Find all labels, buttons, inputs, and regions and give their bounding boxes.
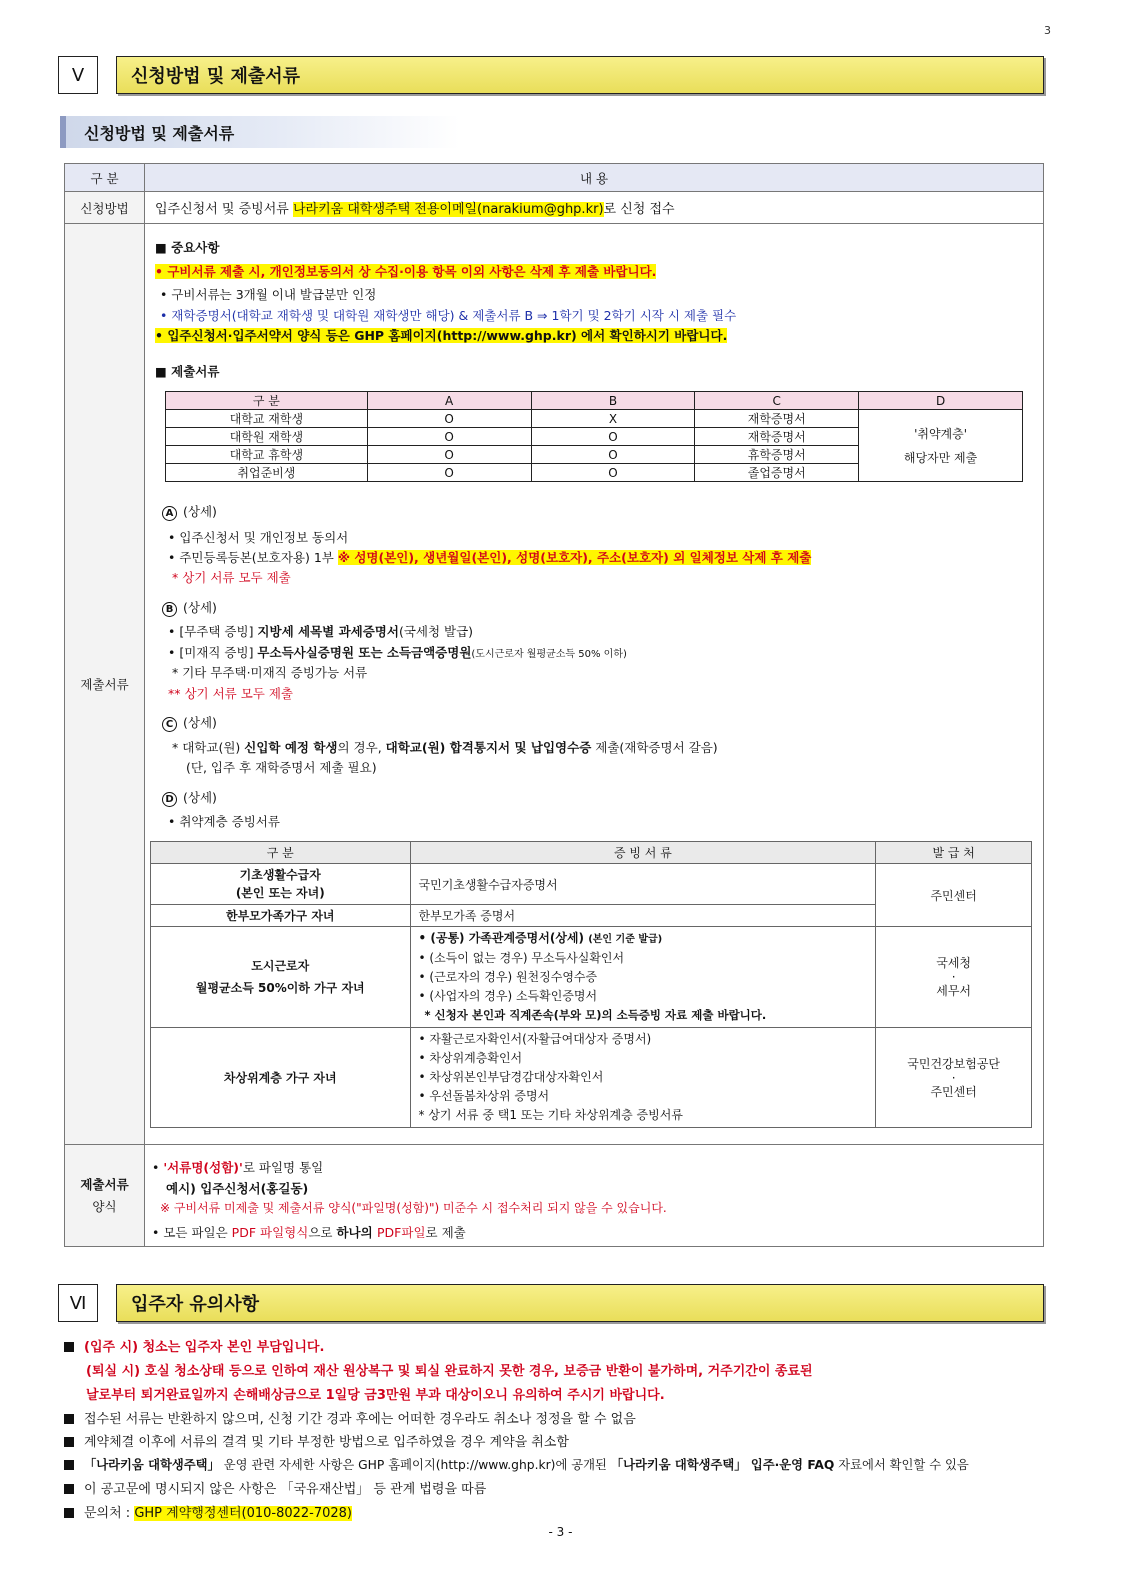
b-item-1-pre: • [무주택 증빙] [168,624,258,639]
doc-r1-category-1: 기초생활수급자 [239,868,321,882]
b-circle-icon: B [162,602,177,617]
doc-r12-issuer: 주민센터 [876,864,1032,927]
contact-highlight: GHP 계약행정센터(010-8022-7028) [134,1506,353,1521]
matrix-header: D [859,392,1023,410]
doc-r4-issuer-2: 주민센터 [930,1084,977,1099]
form-item-4-bold: 하나의 [336,1225,378,1240]
important-1 [155,262,656,280]
docs-title: ■ 제출서류 [155,364,220,379]
form-item-1 [152,1158,323,1176]
form-item-3: ※ 구비서류 미제출 및 제출서류 양식("파일명(성함)") 미준수 시 접수처리 되지 않을 수 있습니다. [160,1201,667,1215]
c-item-1-post: 제출(재학증명서 갈음) [591,740,718,755]
a-item-2-highlight: ※ 성명(본인), 생년월일(본인), 성명(보호자), 주소(보호자) 외 일체정보 삭제 후 제출 [337,550,812,565]
bullet-square-icon [64,1437,74,1447]
doc-r2-category: 한부모가족가구 자녀 [151,905,411,927]
doc-r3-category-2: 월평균소득 50%이하 가구 자녀 [195,981,365,995]
b-item-2 [168,643,627,661]
form-item-4-pre: • 모든 파일은 [152,1225,232,1240]
notice-6 [64,1502,352,1521]
doc-r3-doc-3: • (근로자의 경우) 원천징수영수증 [418,970,598,984]
a-detail-title [162,502,217,521]
doc-r3-category-1: 도시근로자 [251,959,310,973]
notice-6-pre: 문의처 : [84,1506,135,1521]
doc-r1-docs: 국민기초생활수급자증명서 [410,864,876,905]
notice-4 [64,1455,969,1473]
c-item-1-bold-1: 신입학 예정 학생 [244,740,338,755]
bullet-square-icon [64,1484,74,1494]
apply-text-pre: 입주신청서 및 증빙서류 [155,202,293,217]
form-item-2: 예시) 입주신청서(홍길동) [166,1181,309,1196]
c-title-text: (상세) [183,715,217,730]
form-item-4-post: 로 제출 [425,1225,466,1240]
matrix-header: A [367,392,531,410]
important-4 [155,326,727,344]
page-number-footer: - 3 - [548,1525,573,1539]
c-item-1-mid: 의 경우, [337,740,386,755]
docs-label: 제출서류 [65,224,145,1145]
d-item-1: • 취약계층 증빙서류 [168,814,280,829]
doc-r4-issuer [876,1028,1032,1128]
doc-r4-doc-3: • 차상위본인부담경감대상자확인서 [418,1070,604,1084]
b-item-2-bold: 무소득사실증명원 또는 소득금액증명원 [257,645,472,660]
form-item-4 [152,1223,466,1241]
doc-r3-docs [410,927,876,1028]
col-label-header: 구 분 [65,164,145,192]
matrix-cell: 대학교 휴학생 [166,446,368,464]
bullet-square-icon [64,1508,74,1518]
notice-5-text: 이 공고문에 명시되지 않은 사항은 「국유재산법」 등 관계 법령을 따름 [84,1482,487,1497]
matrix-cell: 취업준비생 [166,464,368,482]
doc-header-category: 구 분 [151,842,411,864]
vulnerable-docs-table [150,841,1032,1128]
b-item-2-post: (도시근로자 월평균소득 50% 이하) [471,649,627,660]
important-1-text: • 구비서류 제출 시, 개인정보동의서 상 수집·이용 항목 이외 사항은 삭제 후 제출 바랍니다. [155,264,657,279]
form-item-4-red-1: PDF 파일형식 [231,1225,309,1240]
form-label [65,1145,145,1247]
section-6-header [58,1284,1044,1322]
doc-r4-issuer-1: 국민건강보험공단 [907,1056,1001,1071]
notice-4-d: 에 공개된 [555,1458,611,1472]
matrix-cell: O [531,428,695,446]
c-item-1-pre: * 대학교(원) [172,740,245,755]
b-title-text: (상세) [183,600,217,615]
b-detail-title [162,598,217,617]
doc-r4-doc-4: • 우선돌봄차상위 증명서 [418,1089,550,1103]
bullet-square-icon [64,1460,74,1470]
c-item-1-bold-2: 대학교(원) 합격통지서 및 납입영수증 [385,740,592,755]
a-title-text: (상세) [183,504,217,519]
matrix-header: C [695,392,859,410]
doc-r4-category: 차상위계층 가구 자녀 [151,1028,411,1128]
matrix-cell: O [367,446,531,464]
doc-r3-doc-1-text: • (공통) 가족관계증명서(상세) [418,931,584,945]
form-label-2: 양식 [92,1198,117,1214]
b-item-1-bold: 지방세 세목별 과세증명서 [257,624,399,639]
matrix-d-line1: '취약계층' [914,426,968,441]
bullet-square-icon [64,1414,74,1424]
notice-5 [64,1478,486,1497]
subheading: 신청방법 및 제출서류 [60,116,460,148]
doc-r3-doc-1-note: (본인 기준 발급) [588,934,663,945]
docs-matrix [165,391,1023,482]
doc-r4-doc-2: • 차상위계층확인서 [418,1051,523,1065]
b-item-4: ** 상기 서류 모두 제출 [168,686,293,701]
matrix-cell: O [367,410,531,428]
matrix-cell: O [531,464,695,482]
notice-4-a: 「나라키움 대학생주택」 [84,1458,220,1472]
notice-4-e: 「나라키움 대학생주택」 입주·운영 FAQ [610,1458,835,1472]
notice-1b: (퇴실 시) 호실 청소상태 등으로 인하여 재산 원상복구 및 퇴실 완료하지 못한 경우, 보증금 반환이 불가하며, 거주기간이 종료된 [86,1364,813,1379]
apply-text-post: 로 신청 접수 [603,202,675,217]
doc-r4-issuer-dot: · [951,1070,956,1085]
c-item-2: (단, 입주 후 재학증명서 제출 필요) [186,760,377,775]
matrix-cell: O [367,428,531,446]
doc-r1-category-2: (본인 또는 자녀) [235,886,325,900]
matrix-cell: 대학교 재학생 [166,410,368,428]
a-item-2-pre: • 주민등록등본(보호자용) 1부 [168,550,338,565]
doc-r4-doc-5: * 상기 서류 중 택1 또는 기타 차상위계층 증빙서류 [418,1108,683,1122]
section-6-number: Ⅵ [58,1284,98,1322]
matrix-cell: X [531,410,695,428]
d-title-text: (상세) [183,790,217,805]
a-circle-icon: A [162,506,177,521]
doc-r3-issuer [876,927,1032,1028]
doc-r3-issuer-1: 국세청 [936,956,972,970]
page-number-top: 3 [1044,24,1051,37]
a-item-1: • 입주신청서 및 개인정보 동의서 [168,530,349,545]
matrix-header: B [531,392,695,410]
matrix-d-cell [859,410,1023,482]
doc-r3-note: * 신청자 본인과 직계존속(부와 모)의 소득증빙 자료 제출 바랍니다. [424,1008,767,1022]
doc-r2-docs: 한부모가족 증명서 [410,905,876,927]
doc-r4-docs [410,1028,876,1128]
matrix-cell: O [367,464,531,482]
notice-4-f: 자료에서 확인할 수 있음 [834,1458,969,1472]
doc-r3-doc-1 [419,929,868,949]
a-item-2 [168,548,811,566]
apply-method-label: 신청방법 [65,192,145,224]
b-item-2-pre: • [미재직 증빙] [168,645,258,660]
doc-r3-category [151,927,411,1028]
important-4-text: • 입주신청서·입주서약서 양식 등은 GHP 홈페이지(http://www.ghp.kr) 에서 확인하시기 바랍니다. [155,328,728,343]
section-6-title: 입주자 유의사항 [116,1284,1044,1322]
matrix-header: 구 분 [166,392,368,410]
a-item-3: * 상기 서류 모두 제출 [172,570,291,585]
important-3: • 재학증명서(대학교 재학생 및 대학원 재학생만 해당) & 제출서류 B ⇒ 1학기 및 2학기 시작 시 제출 필수 [160,308,737,323]
apply-email: 나라키움 대학생주택 전용이메일(narakium@ghp.kr) [292,202,604,217]
doc-header-docs: 증 빙 서 류 [410,842,876,864]
important-title: ■ 중요사항 [155,240,220,255]
matrix-cell: 재학증명서 [695,428,859,446]
doc-header-issuer: 발 급 처 [876,842,1032,864]
notice-3-text: 계약체결 이후에 서류의 결격 및 기타 부정한 방법으로 입주하였을 경우 계약을 취소함 [84,1435,569,1450]
form-item-1-post: 로 파일명 통일 [242,1160,324,1175]
notice-4-link: GHP 홈페이지(http://www.ghp.kr) [358,1458,556,1472]
matrix-cell: 휴학증명서 [695,446,859,464]
section-5-number: Ⅴ [58,56,98,94]
matrix-cell: 재학증명서 [695,410,859,428]
b-item-1-post: (국세청 발급) [398,624,474,639]
important-2: • 구비서류는 3개월 이내 발급분만 인정 [160,287,377,302]
c-item-1 [172,738,718,756]
section-5-title: 신청방법 및 제출서류 [116,56,1044,94]
c-circle-icon: C [162,717,177,732]
notice-4-b: 운영 관련 자세한 사항은 [219,1458,359,1472]
matrix-cell: O [531,446,695,464]
doc-r1-category [151,864,411,905]
form-item-1-pre: • [152,1160,164,1175]
b-item-3: * 기타 무주택·미재직 증빙가능 서류 [172,665,368,680]
matrix-cell: 졸업증명서 [695,464,859,482]
d-circle-icon: D [162,792,177,807]
doc-r3-issuer-dot: · [951,970,956,984]
matrix-d-line2: 해당자만 제출 [903,450,978,465]
notice-2 [64,1408,636,1427]
notice-2-text: 접수된 서류는 반환하지 않으며, 신청 기간 경과 후에는 어떠한 경우라도 취소나 정정을 할 수 없음 [84,1412,636,1427]
col-content-header: 내 용 [145,164,1044,192]
section-5-header [58,56,1044,94]
apply-method-content [145,192,1044,224]
doc-r4-doc-1: • 자활근로자확인서(자활급여대상자 증명서) [418,1032,652,1046]
matrix-cell: 대학원 재학생 [166,428,368,446]
c-detail-title [162,713,217,732]
doc-r3-doc-4: • (사업자의 경우) 소득확인증명서 [418,989,598,1003]
notice-3 [64,1431,569,1450]
b-item-1 [168,622,473,640]
form-item-4-mid: 으로 [308,1225,337,1240]
notice-1c: 날로부터 퇴거완료일까지 손해배상금으로 1일당 금3만원 부과 대상이오니 유의하여 주시기 바랍니다. [86,1388,665,1403]
form-label-1: 제출서류 [80,1176,129,1192]
form-item-1-red: '서류명(성함)' [163,1160,243,1175]
doc-r3-issuer-2: 세무서 [936,984,972,998]
d-detail-title [162,788,217,807]
notice-1a-text: (입주 시) 청소는 입주자 본인 부담입니다. [84,1340,325,1355]
notice-1a [64,1336,324,1355]
doc-r3-doc-2: • (소득이 없는 경우) 무소득사실확인서 [418,951,625,965]
form-item-4-red-2: PDF파일 [377,1225,426,1240]
bullet-square-icon [64,1342,74,1352]
